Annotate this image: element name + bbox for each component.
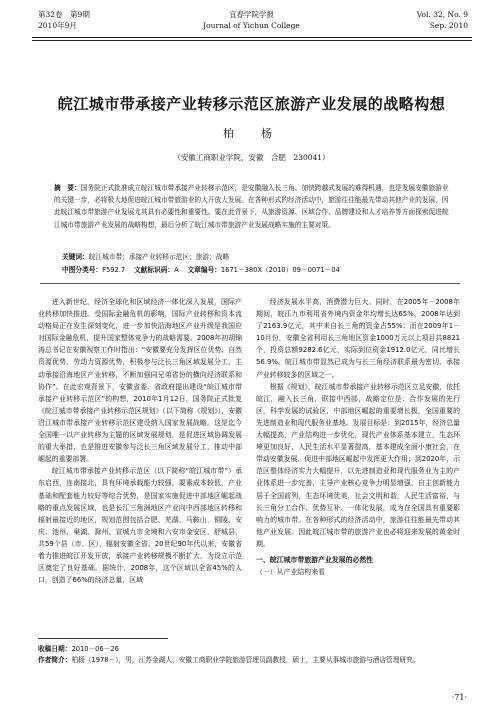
paper-title: 皖江城市带承接产业转移示范区旅游产业发展的战略构想 [57, 95, 446, 113]
paragraph: 经济发展水平高，消费潜力巨大。同时，在2005年－2008年期间，皖江九市利用省外境内资金年均增长达65%，2008年达到了2163.9亿元，其中来自长三角的资金占55%；而在2009年1－10月份，安徽全省利用长三角地区资金1000万元以上项目共8821个，投资总额9282.6亿元，实际到位资金1912.0亿元，同比增长56.9%。皖江城市带显然已成为与长三角经济联系最为密切、承接产业转移较多的区域之一。 [256, 298, 460, 379]
footnote-author [38, 655, 463, 666]
received-label: 收稿日期： [38, 645, 72, 653]
abstract [54, 182, 454, 231]
body-column-right [256, 296, 460, 578]
paper-author: 柏 杨 [223, 127, 280, 140]
art-label: 文章编号： [187, 266, 221, 274]
classification-line [62, 265, 452, 276]
author-bio: 柏杨（1978－），男，江苏金湖人，安徽工商职业学院旅游管理员副教授，硕士，主要从事城市旅游与酒店管理研究。 [71, 656, 420, 664]
body-column-left [38, 296, 242, 586]
footnote-received [38, 644, 463, 655]
page-number: ·71· [451, 693, 467, 702]
footnote [38, 644, 463, 666]
footnote-rule [38, 638, 168, 639]
keywords [62, 252, 452, 263]
header-date: 2010年9月 [38, 21, 77, 30]
paragraph: 皖江城市带承接产业转移示范区（以下简称“皖江城市带”）承东启西，连南接北，具有环境承载能力较强，要素成本较低，产业基础和配套能力较好等综合优势，是国家实施促进中部地区崛起战略的重点发展区域，也是长江三角洲地区产业向中西部地区转移和辐射最接近的地区，规划范围包括合肥、芜湖、马鞍山、铜陵、安庆、池州、巢湖、滁州、宣城九市全境和六安市金安区、舒城县，共59个县（市、区），辐射安徽全省。20世纪90年代以来，安徽省着力推进皖江开发开放，承接产业转移规模不断扩大，为设立示范区奠定了良好基础。据统计，2008年，这个区域以全省45%的人口，创造了66%的经济总量，区域 [38, 467, 242, 585]
author-affiliation: （安徽工商职业学院，安徽 合肥 230041） [173, 153, 330, 162]
doc-label: 文献标识码： [133, 266, 175, 274]
keywords-text: 皖江城市带；承接产业转移示范区；旅游；战略 [88, 253, 230, 261]
header-right [417, 9, 468, 31]
author-bio-label: 作者简介： [38, 656, 72, 664]
doc-value: A [174, 266, 179, 274]
section-heading: 一、皖江城市带旅游产业发展的必然性 [256, 555, 374, 564]
header-volume: 第32卷 第9期 [38, 10, 90, 19]
cls-label: 中图分类号： [62, 266, 103, 274]
header-date-en: Sep. 2010 [429, 21, 468, 30]
header-vol-en: Vol. 32, No. 9 [416, 10, 468, 19]
art-value: 1671－380X（2010）09－0071－04 [220, 266, 340, 274]
keywords-label: 关键词： [62, 253, 89, 261]
subsection-heading: （一）从产业结构来看 [256, 568, 325, 577]
header-rule-thick [32, 37, 472, 38]
abstract-separator [40, 283, 460, 284]
paragraph: 进入新世纪，经济全球化和区域经济一体化深入发展，国际产业转移加快推进。受国际金融危机的影响，国际产业转移和资本流动格局正在发生深刻变化，进一步加快沿海地区产业升级是我国应对国际金融危机，提升国家整体竞争力的战略需要。2008年初胡锦涛总书记在安徽视察工作时指出：“安徽要充分发挥区位优势、自然资源优势、劳动力资源优势，积极参与泛长三角区域发展分工，主动承接沿海地区产业转移，不断加强同兄弟省份的横向经济联系和协作”。在此宏观背景下，安徽省委、省政府提出建设“皖江城市带承接产业转移示范区”的构想，2010年1月12日，国务院正式批复《皖江城市带承接产业转移示范区规划》（以下简称《规划》），安徽沿江城市带承接产业转移示范区建设纳入国家发展战略。这是迄今全国唯一以产业转移为主题的区域发展规划，是促进区域协调发展的重大举措，也是推进安徽参与泛长三角区域发展分工，推动中部崛起的重要部署。 [38, 298, 242, 464]
received-date: 2010－06－26 [71, 645, 119, 653]
cls-value: F592.7 [102, 266, 126, 274]
paragraph: 根据《规划》，皖江城市带承接产业转移示范区立足安徽，依托皖江，融入长三角，联接中西部，战略定位是：合作发展的先行区，科学发展的试验区，中部地区崛起的重要增长极，全国重要的先进制造业和现代服务业基地。发展目标是：到2015年，经济总量大幅提高，产业结构进一步优化，现代产业体系基本建立，生态环境更加良好，人民生活水平显著提高，基本建成全面小康社会，在带动安徽发展、促进中部地区崛起中发挥更大作用；到2020年，示范区整体经济实力大幅提升，以先进制造业和现代服务业为主的产业体系进一步完善，主导产业核心竞争力明显增强，自主创新能力居于全国前列，生态环境优美，社会文明和谐，人民生活富裕，与长三角分工合作、优势互补、一体化发展，成为在全国具有重要影响力的城市带。在各种形式的经济活动中，旅游往往能最先带动其他产业发展。因此皖江城市带的旅游产业也必将迎来发展的黄金时期。 [256, 382, 460, 548]
header-journal-cn: 宜春学院学报 [229, 10, 274, 19]
abstract-label: 摘 要： [54, 184, 81, 192]
header-journal-en: Journal of Yichun College [203, 21, 300, 30]
abstract-text: 国务院正式批准成立皖江城市带承接产业转移示范区，是安徽融入长三角、加快跨越式发展的难得机遇，也是发展安徽旅游业的关键一步，必将极大地促进皖江城市带旅游业的大开放大发展。在各种形式的经济活动中，旅游往往能最先带动其他产业的发展，因此皖江城市带旅游产业发展尤其具有必要性和重要性。要在此背景下，从旅游资源、区域合作、品牌建设和人才培养等方面探索促进皖江城市带旅游产业发展的战略构想，最后分析了皖江城市带旅游产业发展战略实施的主要对策。 [54, 184, 449, 229]
header-rule-thin [32, 40, 472, 41]
